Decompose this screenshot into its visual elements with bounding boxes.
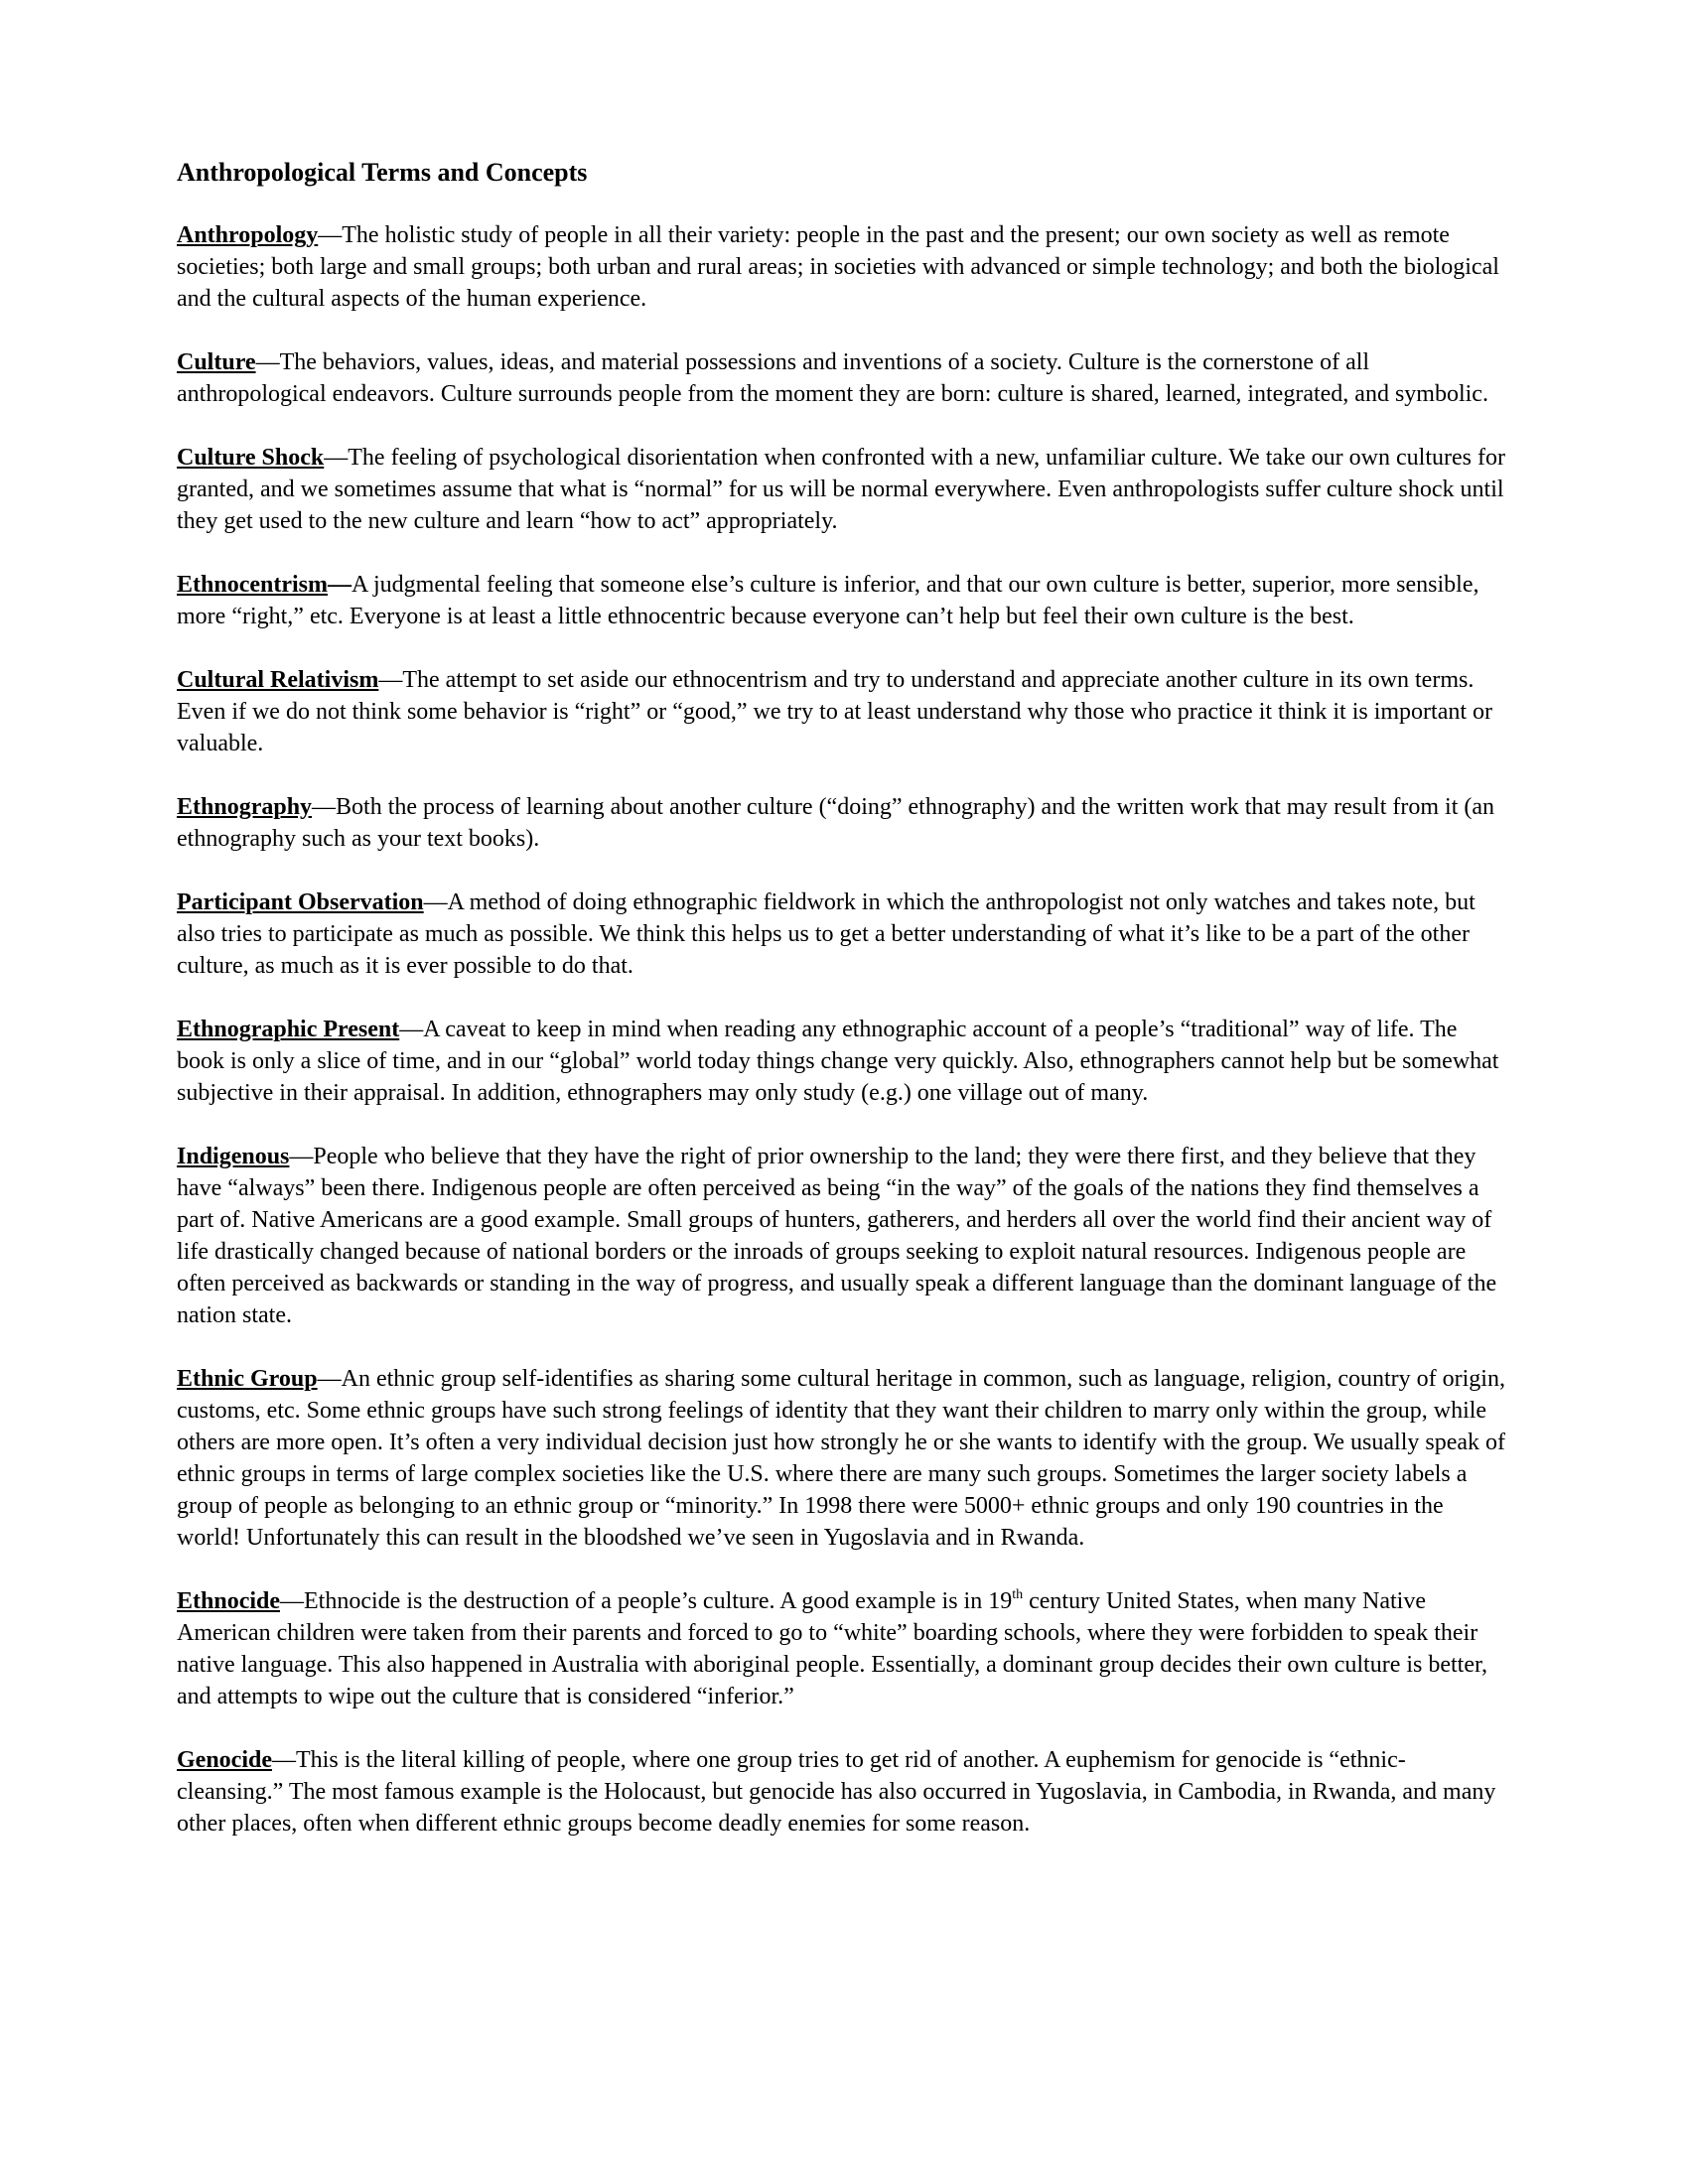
term-heading: Indigenous (177, 1144, 290, 1169)
term-definition: A method of doing ethnographic fieldwork in which the anthropologist not only watches and takes note, but also tries to participate as much as possible. We think this helps us to get a better understanding of what it’s like to be a part of the other culture, as much as it is ever possible to do that. (177, 889, 1476, 979)
term-heading: Ethnocide (177, 1588, 281, 1614)
term-dash: — (378, 667, 403, 693)
term-dash: — (317, 1366, 342, 1392)
term-definition: An ethnic group self-identifies as sharing some cultural heritage in common, such as language, religion, country of origin, customs, etc. Some ethnic groups have such strong feelings of identity that they want their children to marry only within the group, while others are more open. It’s often a very individual decision just how strongly he or she wants to identify with the group. We usually speak of ethnic groups in terms of large complex societies like the U.S. where there are many such groups. Sometimes the larger society labels a group of people as belonging to an ethnic group or “minority.” In 1998 there were 5000+ ethnic groups and only 190 countries in the world! Unfortunately this can result in the bloodshed we’ve seen in Yugoslavia and in Rwanda. (177, 1366, 1506, 1551)
page-title: Anthropological Terms and Concepts (177, 158, 588, 187)
term-definition: The feeling of psychological disorientation when confronted with a new, unfamiliar culture. We take our own cultures for granted, and we sometimes assume that what is “normal” for us will be normal everywhere. Even anthropologists suffer culture shock until they get used to the new culture and learn “how to act” appropriately. (177, 445, 1505, 534)
term-definition: People who believe that they have the right of prior ownership to the land; they were there first, and they believe that they have “always” been there. Indigenous people are often perceived as being “in the way” of the goals of the nations they find themselves a part of. Native Americans are a good example. Small groups of hunters, gatherers, and herders all over the world find their ancient way of life drastically changed because of national borders or the inroads of groups seeking to exploit natural resources. Indigenous people are often perceived as backwards or standing in the way of progress, and usually speak a different language than the dominant language of the nation state. (177, 1144, 1497, 1328)
term-dash: — (318, 222, 343, 248)
term-heading: Culture (177, 349, 256, 375)
term-heading: Participant Observation (177, 889, 424, 915)
term-entry-ethnic-group (177, 1363, 1507, 1554)
term-dash: — (255, 349, 280, 375)
term-dash: — (312, 794, 337, 820)
term-dash: — (272, 1747, 296, 1773)
term-dash: — (280, 1588, 305, 1614)
term-dash: — (324, 445, 349, 471)
term-definition: The holistic study of people in all their variety: people in the past and the present; our own society as well as remote societies; both large and small groups; both urban and rural areas; in societies with advanced or simple technology; and both the biological and the cultural aspects of the human experience. (177, 222, 1499, 312)
term-dash: — (423, 889, 448, 915)
term-heading: Ethnographic Present (177, 1017, 400, 1042)
term-dash: — (328, 572, 352, 598)
term-dash: — (399, 1017, 424, 1042)
term-heading: Culture Shock (177, 445, 325, 471)
term-entry-ethnographic-present (177, 1014, 1507, 1109)
term-definition: Ethnocide is the destruction of a people’s culture. A good example is in 19 (304, 1588, 1013, 1614)
term-entry-ethnocentrism (177, 569, 1507, 632)
ordinal-superscript: th (1012, 1587, 1024, 1602)
term-heading: Anthropology (177, 222, 319, 248)
term-definition: The attempt to set aside our ethnocentrism and try to understand and appreciate another culture in its own terms. Even if we do not think some behavior is “right” or “good,” we try to at least understand why those who practice it think it is important or valuable. (177, 667, 1493, 756)
term-entry-anthropology (177, 219, 1507, 315)
term-heading: Cultural Relativism (177, 667, 379, 693)
term-heading: Ethnography (177, 794, 313, 820)
term-entry-participant-observation (177, 887, 1507, 982)
term-entry-ethnography (177, 791, 1507, 855)
term-definition: Both the process of learning about another culture (“doing” ethnography) and the written work that may result from it (an ethnography such as your text books). (177, 794, 1495, 852)
term-heading: Ethnocentrism (177, 572, 328, 598)
term-entry-culture (177, 346, 1507, 410)
term-entry-indigenous (177, 1141, 1507, 1331)
term-entry-ethnocide (177, 1585, 1507, 1712)
term-entry-culture-shock (177, 442, 1507, 537)
term-definition: A caveat to keep in mind when reading any ethnographic account of a people’s “traditional” way of life. The book is only a slice of time, and in our “global” world today things change very quickly. Also, ethnographers cannot help but be somewhat subjective in their appraisal. In addition, ethnographers may only study (e.g.) one village out of many. (177, 1017, 1499, 1106)
term-entry-genocide (177, 1744, 1507, 1840)
term-heading: Ethnic Group (177, 1366, 318, 1392)
term-definition-continued: century United States, when many Native American children were taken from their parents and forced to go to “white” boarding schools, where they were forbidden to speak their native language. This also happened in Australia with aboriginal people. Essentially, a dominant group decides their own culture is better, and attempts to wipe out the culture that is considered “inferior.” (177, 1588, 1488, 1709)
document-page (177, 157, 1507, 1871)
term-definition: A judgmental feeling that someone else’s culture is inferior, and that our own culture is better, superior, more sensible, more “right,” etc. Everyone is at least a little ethnocentric because everyone can’t help but feel their own culture is the best. (177, 572, 1479, 629)
term-definition: This is the literal killing of people, where one group tries to get rid of another. A euphemism for genocide is “ethnic-cleansing.” The most famous example is the Holocaust, but genocide has also occurred in Yugoslavia, in Cambodia, in Rwanda, and many other places, often when different ethnic groups become deadly enemies for some reason. (177, 1747, 1496, 1837)
term-definition: The behaviors, values, ideas, and material possessions and inventions of a society. Culture is the cornerstone of all anthropological endeavors. Culture surrounds people from the moment they are born: culture is shared, learned, integrated, and symbolic. (177, 349, 1488, 407)
term-heading: Genocide (177, 1747, 272, 1773)
term-entry-cultural-relativism (177, 664, 1507, 759)
term-dash: — (289, 1144, 314, 1169)
